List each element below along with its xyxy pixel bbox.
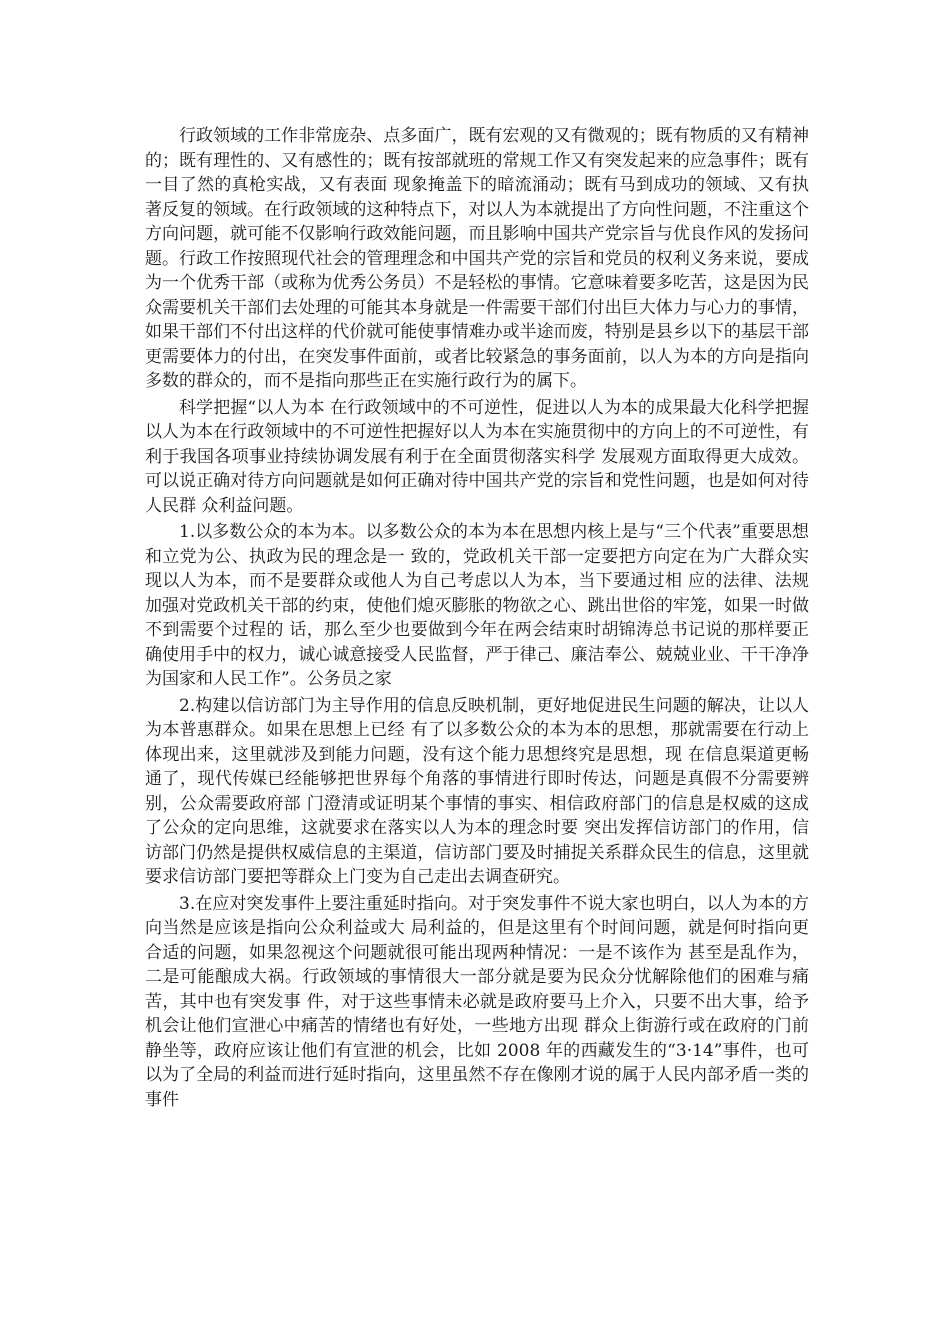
document-body [145, 124, 809, 1114]
paragraph-point-3: 3.在应对突发事件上要注重延时指向。对于突发事件不说大家也明白，以人为本的方向当然是应该是指向公众利益或大 局利益的，但是这里有个时间问题，就是何时指向更合适的问题，如果忽视这个问题就很可能出现两种情况：一是不该作为 甚至是乱作为，二是可能酿成大祸。行政领域的事情很大一部分就是要为民众分忧解除他们的困难与痛苦，其中也有突发事 件，对于这些事情未必就是政府要马上介入，只要不出大事，给予机会让他们宣泄心中痛苦的情绪也有好处，一些地方出现 群众上街游行或在政府的门前静坐等，政府应该让他们有宣泄的机会，比如 2008 年的西藏发生的“3·14”事件，也可以为了全局的利益而进行延时指向，这里虽然不存在像刚才说的属于人民内部矛盾一类的事件 [145, 893, 809, 1110]
paragraph-point-2: 2.构建以信访部门为主导作用的信息反映机制，更好地促进民生问题的解决，让以人为本普惠群众。如果在思想上已经 有了以多数公众的本为本的思想，那就需要在行动上体现出来，这里就涉及到能力问题，没有这个能力思想终究是思想，现 在信息渠道更畅通了，现代传媒已经能够把世界每个角落的事情进行即时传达，问题是真假不分需要辨别，公众需要政府部 门澄清或证明某个事情的事实、相信政府部门的信息是权威的这成了公众的定向思维，这就要求在落实以人为本的理念时要 突出发挥信访部门的作用，信访部门仍然是提供权威信息的主渠道，信访部门要及时捕捉关系群众民生的信息，这里就要求信访部门要把等群众上门变为自己走出去调查研究。 [145, 695, 809, 887]
paragraph-intro: 行政领域的工作非常庞杂、点多面广，既有宏观的又有微观的；既有物质的又有精神的；既有理性的、又有感性的；既有按部就班的常规工作又有突发起来的应急事件；既有一目了然的真枪实战，又有表面 现象掩盖下的暗流涌动；既有马到成功的领域、又有执著反复的领域。在行政领域的这种特点下，对以人为本就提出了方向性问题，不注重这个方向问题，就可能不仅影响行政效能问题，而且影响中国共产党宗旨与优良作风的发扬问题。行政工作按照现代社会的管理理念和中国共产党的宗旨和党员的权利义务来说，要成为一个优秀干部（或称为优秀公务员）不是轻松的事情。它意味着要多吃苦，这是因为民众需要机关干部们去处理的可能其本身就是一件需要干部们付出巨大体力与心力的事情，如果干部们不付出这样的代价就可能使事情难办或半途而废，特别是县乡以下的基层干部更需要体力的付出，在突发事件面前，或者比较紧急的事务面前，以人为本的方向是指向多数的群众的，而不是指向那些正在实施行政行为的属下。 [145, 126, 809, 391]
paragraph-point-1: 1.以多数公众的本为本。以多数公众的本为本在思想内核上是与“三个代表”重要思想和立党为公、执政为民的理念是一 致的，党政机关干部一定要把方向定在为广大群众实现以人为本，而不是要群众或他人为自己考虑以人为本，当下要通过相 应的法律、法规加强对党政机关干部的约束，使他们熄灭膨胀的物欲之心、跳出世俗的牢笼，如果一时做不到需要个过程的 话，那么至少也要做到今年在两会结束时胡锦涛总书记说的那样要正确使用手中的权力，诚心诚意接受人民监督，严于律己、廉洁奉公、兢兢业业、干干净净为国家和人民工作”。公务员之家 [145, 522, 809, 689]
paragraph-scientific-grasp: 科学把握“以人为本 在行政领域中的不可逆性，促进以人为本的成果最大化科学把握 以人为本在行政领域中的不可逆性把握好以人为本在实施贯彻中的方向上的不可逆性，有利于我国各项事业持续协调发展有利于在全面贯彻落实科学 发展观方面取得更大成效。可以说正确对待方向问题就是如何正确对待中国共产党的宗旨和党性问题，也是如何对待人民群 众利益问题。 [145, 397, 809, 516]
